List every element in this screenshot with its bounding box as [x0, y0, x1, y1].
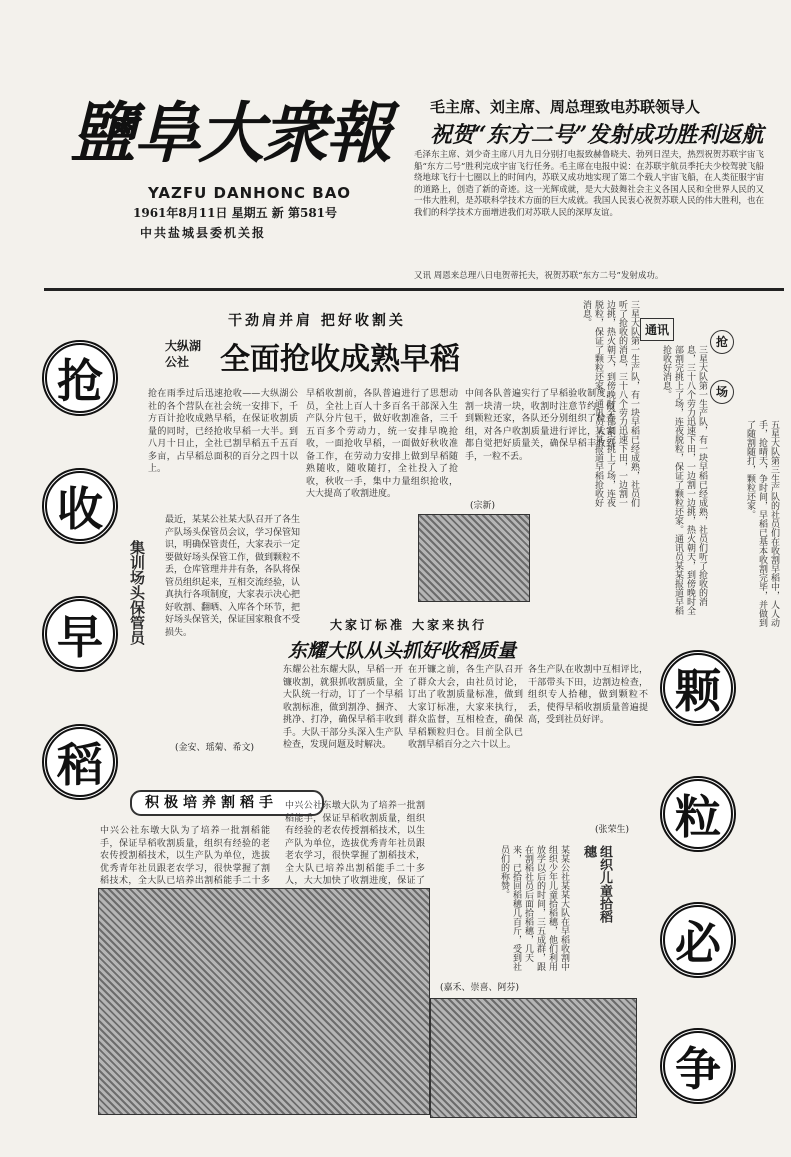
story3-headline: 积极培养割稻手 [145, 795, 278, 811]
story4-body: 某某公社某某大队在早稻收割中组织少年儿童拾稻穗，他们利用放学以后的时间，三五成群，跟在割稻社员后面拾稻穗，几天来，已拾回稻穗几百斤，受到社员们的称赞。 [499, 845, 569, 971]
sidebar-headline: 集训场头保管员 [128, 540, 146, 645]
story4-byline: (嘉禾、崇喜、阿芬) [440, 983, 520, 993]
main-story-col3: 中间各队普遍实行了早稻验收制度，割一块清一块，收割时注意节约，做到颗粒还家，各队还分别组织了检查组，对各户收割质量进行评比，大家都自觉把好质量关，确保早稻丰收到手，一粒不丢。 [465, 389, 615, 462]
top-story-body: 毛泽东主席、刘少奇主席八月九日分别打电报致赫鲁晓夫、勃列日涅夫，热烈祝贺苏联宇宙飞船“东方二号”胜利完成宇宙飞行任务。毛主席在电报中说：在苏联宇航员季托夫少校驾驶飞船绕地球飞行十七圈以上的时间内，苏联又成功地实现了第二个载人宇宙飞船，在人类征服宇宙的道路上，创造了新的奇迹。这一光辉成就，是大大鼓舞社会主义各国人民和全世界人民的又一伟大胜利，是苏联科学技术方面的巨大成就。我国人民衷心祝贺苏联人民的伟大胜利，也在我们的科学技术方面增进我们对苏联人民的深厚友谊。 [414, 150, 764, 218]
masthead-date: 1961年8月11日 星期五 新 第581号 [133, 206, 338, 220]
harvest-illustration [418, 514, 530, 602]
story2-col1: 东耀公社东耀大队，早稻一开镰收割，就狠抓收割质量，全大队统一行动，订了一个早稻收割标准，做到割净、捆齐、挑净、打净，确保早稻丰收到手。大队干部分头深入生产队检查，发现问题及时解决。 [283, 665, 403, 750]
banner-char: 争 [660, 1028, 736, 1104]
main-story-headline: 全面抢收成熟早稻 [220, 342, 460, 377]
main-story-byline: (宗新) [470, 501, 496, 511]
story2-col3: 各生产队在收割中互相评比，干部带头下田，边割边检查，组织专人拾穗，做到颗粒不丢，使得早稻收割质量普遍提高，受到社员好评。 [528, 665, 648, 725]
main-story-col1: 抢在雨季过后迅速抢收——大纵湖公社的各个营队在社会统一安排下，千方百计抢收成熟早稻，在保证收割质量的同时，已经抢收早稻一大半。到八月十日止，全社已割早稻五千五百多亩，占早稻总面积的百分之四十以上。 [148, 389, 298, 474]
tongxun-title: 通讯 [640, 318, 674, 341]
left-banner [42, 340, 118, 800]
tongxun-body-left: 三星大队第一生产队，有一块早稻已经成熟，社员们听了抢收的消息，三十八个劳力迅速下田，一边割一边挑，热火朝天，到傍晚时全部割完挑上了场，连夜脱粒，保证了颗粒还家。通讯员某某报道早稻抢收好消息。 [581, 300, 639, 507]
main-story-col2: 早稻收割前，各队普遍进行了思想动员，全社上百人十多百名干部深入生产队分片包干，做好收割准备，三千五百多个劳动力，统一安排早晚抢收，一面抢收早稻，一面做好秋收准备工作，在劳动力安排上做到早稻随熟随收，随收随打，全社投入了抢收，秋收一手，集中力量组织抢收，大大提高了收割进度。 [306, 389, 458, 499]
sidebar-byline: (金安、瑶菊、希文) [175, 743, 255, 753]
tongxun-badge: 抢 [710, 330, 734, 354]
story3-body-cont: 中兴公社东墩大队为了培养一批割稻能手，保证早稻收割质量，组织有经验的老农传授割稻技术，以生产队为单位，选拔优秀青年社员跟老农学习，很快掌握了割稻技术，全大队已培养出割稻能手二十多人，大大加快了收割进度，保证了 [285, 801, 425, 886]
main-story-place: 大纵湖公社 [165, 339, 202, 369]
banner-char: 早 [42, 596, 118, 672]
masthead [70, 80, 400, 180]
banner-char: 必 [660, 902, 736, 978]
banner-char: 收 [42, 468, 118, 544]
story2-byline: (张荣生) [595, 825, 630, 835]
farmer-illustration [98, 888, 430, 1115]
masthead-title: 鹽阜大衆報 [70, 94, 390, 172]
tongxun-body: 三星大队第一生产队，有一块早稻已经成熟，社员们听了抢收的消息，三十八个劳力迅速下田，一边割一边挑，热火朝天，到傍晚时全部割完挑上了场，连夜脱粒，保证了颗粒还家。通讯员某某报道早稻抢收好消息。 [661, 345, 707, 615]
story2-kicker: 大家订标准 大家来执行 [330, 618, 488, 632]
right-banner [660, 650, 736, 1104]
top-story-footer: 又讯 周恩来总理八日电贺蒂托夫，祝贺苏联“东方二号”发射成功。 [414, 271, 664, 281]
story4-headline: 组织儿童拾稻穗 [581, 845, 612, 923]
tongxun-badge-2: 场 [710, 380, 734, 404]
main-story-kicker: 干劲肩并肩 把好收割关 [228, 313, 406, 329]
banner-char: 粒 [660, 776, 736, 852]
banner-char: 稻 [42, 724, 118, 800]
masthead-roman: YAZFU DANHONC BAO [148, 184, 352, 202]
sidebar-body: 最近，某某公社某大队召开了各生产队场头保管员会议，学习保管知识，明确保管责任，大家表示一定要做好场头保管工作，做到颗粒不丢，仓库管理井井有条，各队将保管员组织起来，互相交流经验，认真执行各项制度，大家表示决心把好收割、翻晒、入库各个环节，把好场头保管关，保证国家粮食不受损失。 [165, 515, 301, 638]
story2-headline: 东耀大队从头抓好收稻质量 [288, 640, 517, 662]
children-illustration [430, 998, 637, 1118]
banner-char: 颗 [660, 650, 736, 726]
top-story-kicker: 毛主席、刘主席、周总理致电苏联领导人 [430, 98, 701, 116]
masthead-publisher: 中共盐城县委机关报 [140, 226, 267, 240]
story3-body: 中兴公社东墩大队为了培养一批割稻能手，保证早稻收割质量，组织有经验的老农传授割稻技术，以生产队为单位，选拔优秀青年社员跟老农学习，很快掌握了割稻技术，全大队已培养出割稻能手二十多 [100, 826, 270, 886]
right-story-body: 五星大队第三生产队的社员们在收割早稻中，人人动手，抢晴天，争时间，早稻已基本收割完毕，并做到了随割随打，颗粒还家。 [745, 420, 779, 627]
top-story-headline: 祝贺“东方二号”发射成功胜利返航 [430, 122, 764, 148]
banner-char: 抢 [42, 340, 118, 416]
header-rule [44, 288, 784, 291]
story2-col2: 在开镰之前，各生产队召开了群众大会，由社员讨论，订出了收割质量标准，做到大家订标准，大家来执行，群众监督，互相检查，确保早稻颗粒归仓。目前全队已收割早稻百分之六十以上。 [408, 665, 523, 750]
